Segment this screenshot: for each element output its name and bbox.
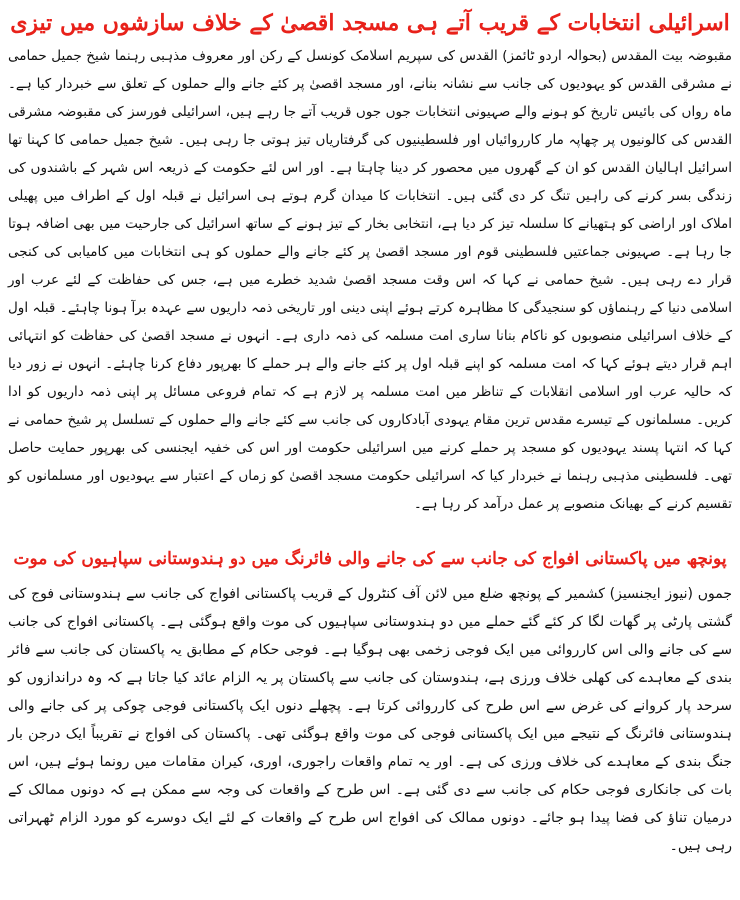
article-body-poonch: جموں (نیوز ایجنسیز) کشمیر کے پونچھ ضلع میں لائن آف کنٹرول کے قریب پاکستانی افواج کی جانب سے ہندوستانی فوج کی گشتی پارٹی پر گھات لگا کر کئے گئے حملے میں دو ہندوستانی سپاہیوں کی موت واقع ہوگئی ہے۔ پاکستانی افواج کی جانب سے کی جانے والی اس کارروائی میں ایک فوجی زخمی بھی ہوگیا ہے۔ فوجی حکام کے مطابق یہ پاکستان کی جانب سے فائر بندی کے معاہدے کی کھلی خلاف ورزی ہے، ہندوستان کی جانب سے پاکستان پر یہ الزام عائد کیا جاتا ہے کہ وہ دراندازوں کو سرحد پار کروانے کی غرض سے اس طرح کی کارروائی کرتا ہے۔ پچھلے دنوں ایک پاکستانی فوجی چوکی پر کی جانے والی ہندوستانی فائرنگ کے نتیجے میں ایک پاکستانی فوجی کی موت واقع ہوگئی تھی۔ پاکستان کی افواج نے تقریباً ایک درجن بار جنگ بندی کے معاہدے کی خلاف ورزی کی ہے۔ اور یہ تمام واقعات راجوری، اوری، کیران مقامات میں رونما ہوئے ہیں، اس بات کی جانکاری فوجی حکام کی جانب سے دی گئی ہے۔ اس طرح کے واقعات کی وجہ سے ممکن ہے کہ دونوں ممالک کے درمیان تناؤ کی فضا پیدا ہو جائے۔ دونوں ممالک کی افواج اس طرح کے واقعات کے لئے ایک دوسرے کو مورد الزام ٹھہراتی رہی ہیں۔ <box>8 586 732 854</box>
article-israel-al-aqsa <box>6 6 734 538</box>
article-body-israel: مقبوضہ بیت المقدس (بحوالہ اردو ٹائمز) القدس کی سپریم اسلامک کونسل کے رکن اور معروف مذہبی رہنما شیخ جمیل حمامی نے مشرقی القدس کو یہودیوں کی جانب سے نشانہ بنانے، اور مسجد اقصیٰ پر کئے جانے والے حملوں کے تعلق سے خبردار کیا ہے۔ ماہ رواں کی بائیس تاریخ کو ہونے والے صہیونی انتخابات جوں جوں قریب آتے جا رہے ہیں، اسرائیلی فورسز کی مقبوضہ مشرقی القدس کی کالونیوں پر چھاپہ مار کارروائیاں اور فلسطینیوں کی گرفتاریاں تیز ہوتی جا رہی ہیں۔ شیخ جمیل حمامی کا کہنا تھا اسرائیل اہالیان القدس کو ان کے گھروں میں محصور کر دینا چاہتا ہے۔ اور اس لئے حکومت کے ذریعہ اس شہر کے باشندوں کی زندگی بسر کرنے کی راہیں تنگ کر دی گئی ہیں۔ انتخابات کا میدان گرم ہوتے ہی اسرائیل نے قبلہ اول کے اطراف میں پھیلی املاک اور اراضی کو ہتھیانے کا سلسلہ تیز کر دیا ہے، انتخابی بخار کے تیز ہونے کے ساتھ اسرائیل کی جارحیت میں بھی اضافہ ہوتا جا رہا ہے۔ صہیونی جماعتیں فلسطینی قوم اور مسجد اقصیٰ پر کئے جانے والے حملوں کو ہی انتخابات میں کامیابی کی کنجی قرار دے رہی ہیں۔ شیخ حمامی نے کہا کہ اس وقت مسجد اقصیٰ شدید خطرے میں ہے، جس کی حفاظت کے لئے عرب اور اسلامی دنیا کے رہنماؤں کو سنجیدگی کا مظاہرہ کرتے ہوئے اپنی دینی اور تاریخی ذمہ داریوں سے عہدہ برآ ہونا چاہئے۔ قبلہ اول کے خلاف اسرائیلی منصوبوں کو ناکام بنانا ساری امت مسلمہ کی ذمہ داری ہے۔ انہوں نے مسجد اقصیٰ کی حفاظت کو انتہائی اہم قرار دیتے ہوئے کہا کہ امت مسلمہ کو اپنے قبلہ اول پر کئے جانے والے ہر حملے کا بھرپور دفاع کرنا چاہئے۔ انہوں نے زور دیا کہ حالیہ عرب اور اسلامی انقلابات کے تناظر میں امت مسلمہ پر لازم ہے کہ تمام فروعی مسائل پر اپنی ذمہ داریوں کو ادا کریں۔ مسلمانوں کے تیسرے مقدس ترین مقام یہودی آبادکاروں کی جانب سے کئے جانے والے حملوں کے تسلسل پر شیخ حمامی نے کہا کہ انتہا پسند یہودیوں کو مسجد پر حملے کرنے میں اسرائیلی حکومت اور اس کی خفیہ ایجنسی کی بھرپور حمایت حاصل تھی۔ فلسطینی مذہبی رہنما نے خبردار کیا کہ اسرائیلی حکومت مسجد اقصیٰ کو زماں کے اعتبار سے یہودیوں اور مسلمانوں کو تقسیم کرنے کے بھیانک منصوبے پر عمل درآمد کر رہا ہے۔ <box>8 48 732 512</box>
headline-israel-elections: اسرائیلی انتخابات کے قریب آتے ہی مسجد اقصیٰ کے خلاف سازشوں میں تیزی <box>10 10 730 36</box>
article-poonch-firing <box>6 542 734 868</box>
headline-poonch-firing: پونچھ میں پاکستانی افواج کی جانب سے کی جانے والی فائرنگ میں دو ہندوستانی سپاہیوں کی موت <box>13 549 727 569</box>
